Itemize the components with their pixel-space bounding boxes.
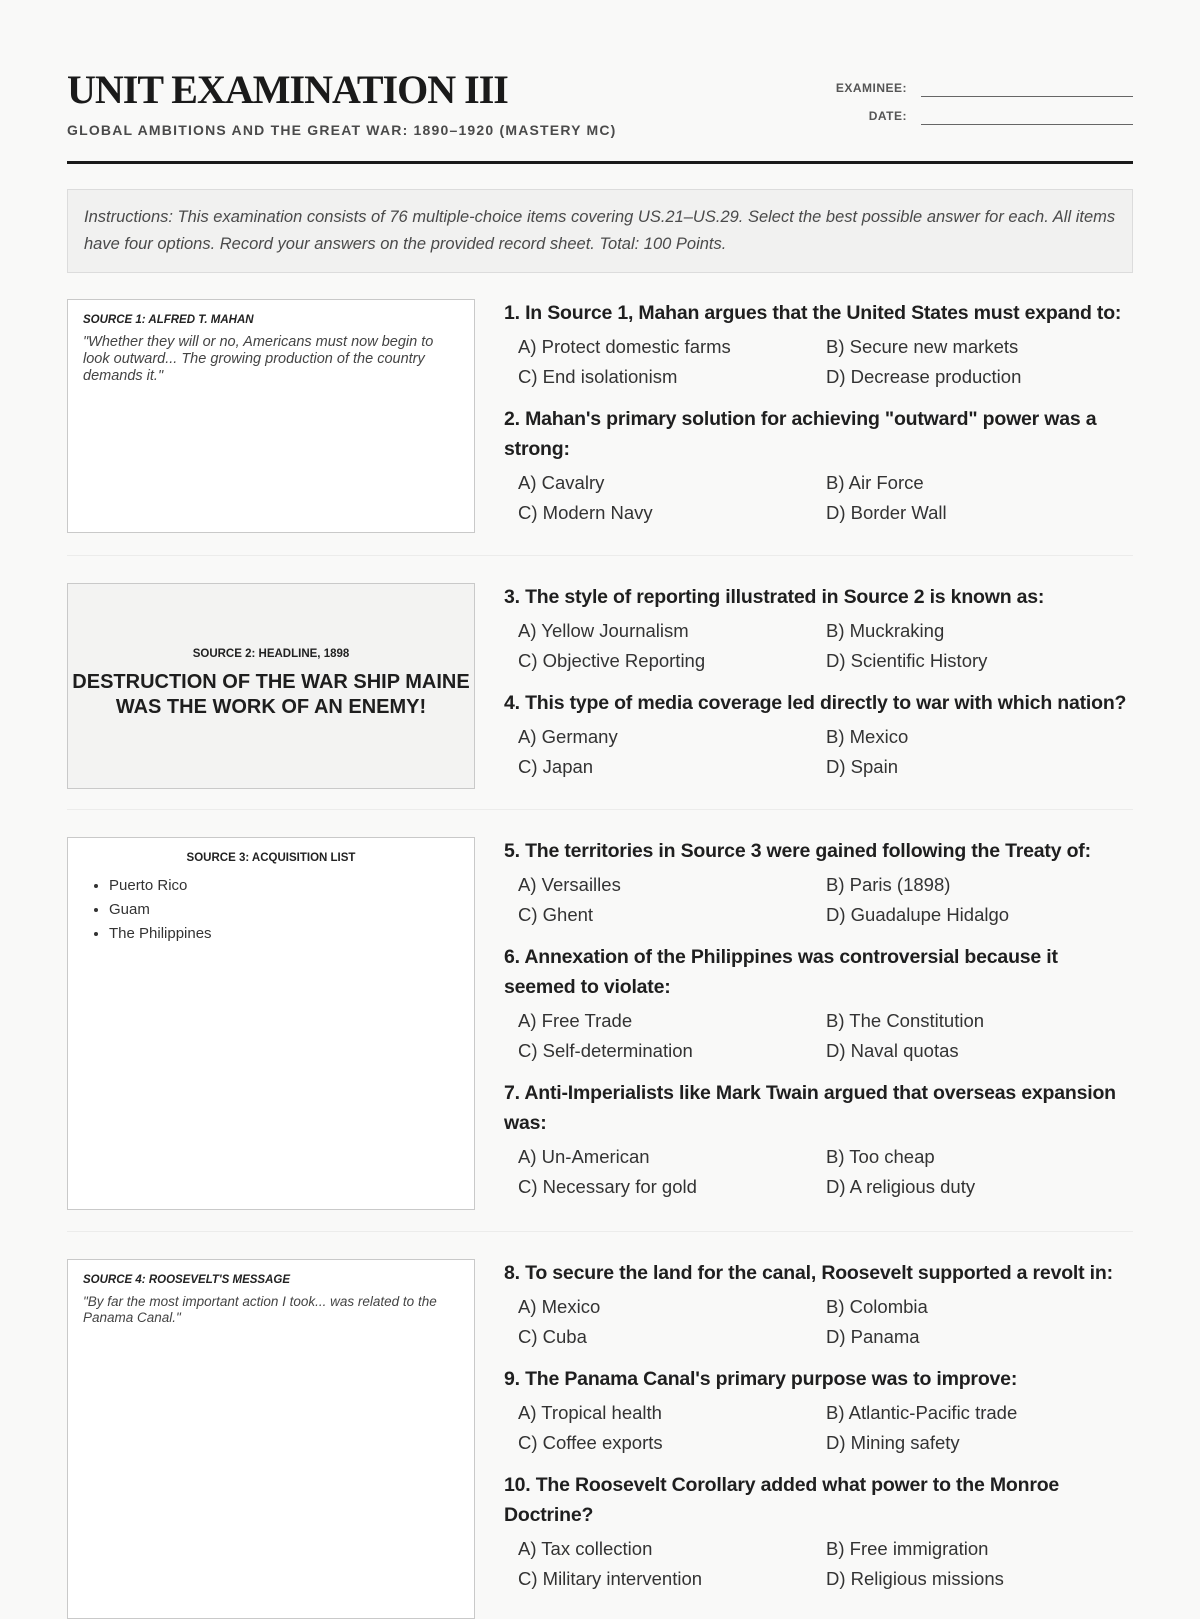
examinee-fields (823, 69, 1133, 125)
examinee-line[interactable] (921, 78, 1133, 97)
question-group-3 (504, 836, 1129, 1214)
question-9-option-c[interactable]: C) Coffee exports (518, 1432, 663, 1453)
question-6-option-d[interactable]: D) Naval quotas (826, 1040, 959, 1061)
question-8 (504, 1258, 1129, 1352)
question-4-option-a[interactable]: A) Germany (518, 726, 618, 747)
source-4-label: SOURCE 4: ROOSEVELT'S MESSAGE (83, 1274, 290, 1286)
source-3-box (67, 837, 475, 1210)
date-label: DATE: (868, 109, 907, 123)
question-3-text: 3. The style of reporting illustrated in Source 2 is known as: (504, 586, 1045, 608)
source-3-label: SOURCE 3: ACQUISITION LIST (186, 852, 356, 864)
question-8-text: 8. To secure the land for the canal, Roosevelt supported a revolt in: (504, 1262, 1113, 1284)
question-1-text: 1. In Source 1, Mahan argues that the United States must expand to: (504, 302, 1122, 324)
source-4-quote: "By far the most important action I took... was related to the Panama Canal." (83, 1294, 437, 1325)
examinee-label: EXAMINEE: (835, 81, 907, 95)
question-7-option-c[interactable]: C) Necessary for gold (518, 1176, 697, 1197)
question-6-option-c[interactable]: C) Self-determination (518, 1040, 693, 1061)
question-6 (504, 942, 1129, 1066)
page-title: UNIT EXAMINATION III (67, 67, 508, 112)
source-1-box (67, 299, 475, 533)
question-9 (504, 1364, 1129, 1458)
question-1-option-c[interactable]: C) End isolationism (518, 366, 678, 387)
question-2 (504, 404, 1129, 528)
question-1-option-a[interactable]: A) Protect domestic farms (518, 336, 731, 357)
question-10-text: 10. The Roosevelt Corollary added what power to the Monroe Doctrine? (504, 1474, 1060, 1526)
page-subtitle: GLOBAL AMBITIONS AND THE GREAT WAR: 1890–1920 (MASTERY MC) (67, 122, 617, 138)
question-8-option-d[interactable]: D) Panama (826, 1326, 920, 1347)
question-7-option-d[interactable]: D) A religious duty (826, 1176, 976, 1197)
source-3-list (83, 874, 459, 946)
question-7-text: 7. Anti-Imperialists like Mark Twain argued that overseas expansion was: (504, 1082, 1116, 1134)
question-5-text: 5. The territories in Source 3 were gained following the Treaty of: (504, 840, 1091, 862)
question-2-text: 2. Mahan's primary solution for achieving "outward" power was a strong: (504, 408, 1097, 460)
question-2-option-a[interactable]: A) Cavalry (518, 472, 605, 493)
exam-page (67, 0, 1133, 1589)
question-5-option-d[interactable]: D) Guadalupe Hidalgo (826, 904, 1010, 925)
question-4 (504, 688, 1129, 782)
question-6-option-a[interactable]: A) Free Trade (518, 1010, 633, 1031)
section-divider (67, 555, 1133, 556)
question-5-option-b[interactable]: B) Paris (1898) (826, 874, 951, 895)
date-line[interactable] (921, 106, 1133, 125)
question-5 (504, 836, 1129, 930)
question-3-option-d[interactable]: D) Scientific History (826, 650, 988, 671)
question-4-option-c[interactable]: C) Japan (518, 756, 594, 777)
question-2-option-d[interactable]: D) Border Wall (826, 502, 947, 523)
list-item: • Puerto Rico (109, 874, 459, 898)
exam-header (67, 0, 1133, 164)
question-9-option-a[interactable]: A) Tropical health (518, 1402, 662, 1423)
question-7-option-a[interactable]: A) Un-American (518, 1146, 650, 1167)
question-10-option-b[interactable]: B) Free immigration (826, 1538, 989, 1559)
section-divider (67, 1231, 1133, 1232)
question-6-text: 6. Annexation of the Philippines was controversial because it seemed to violate: (504, 946, 1058, 998)
question-4-option-d[interactable]: D) Spain (826, 756, 898, 777)
question-3 (504, 582, 1129, 676)
source-2-box (67, 583, 475, 789)
question-10 (504, 1470, 1129, 1594)
source-2-headline: DESTRUCTION OF THE WAR SHIP MAINE WAS THE WORK OF AN ENEMY! (72, 671, 470, 718)
question-10-option-c[interactable]: C) Military intervention (518, 1568, 703, 1589)
question-6-option-b[interactable]: B) The Constitution (826, 1010, 985, 1031)
source-1-quote: "Whether they will or no, Americans must now begin to look outward... The growing production of the country demands it." (83, 334, 434, 384)
question-3-option-c[interactable]: C) Objective Reporting (518, 650, 706, 671)
question-group-1 (504, 298, 1129, 540)
question-group-4 (504, 1258, 1129, 1606)
question-9-option-d[interactable]: D) Mining safety (826, 1432, 960, 1453)
section-divider (67, 809, 1133, 810)
question-10-option-a[interactable]: A) Tax collection (518, 1538, 653, 1559)
question-8-option-c[interactable]: C) Cuba (518, 1326, 587, 1347)
question-2-option-b[interactable]: B) Air Force (826, 472, 924, 493)
instructions-box: Instructions: This examination consists of 76 multiple-choice items covering US.21–US.29. Select the best possible answer for each. All items have four options. Record your answers on the provided record sheet. Total: 100 Points. (67, 189, 1133, 273)
question-4-text: 4. This type of media coverage led directly to war with which nation? (504, 692, 1127, 714)
question-group-2 (504, 582, 1129, 794)
date-row (823, 97, 1133, 125)
list-item: • Guam (109, 898, 459, 922)
question-8-option-a[interactable]: A) Mexico (518, 1296, 601, 1317)
source-4-box (67, 1259, 475, 1619)
question-3-option-a[interactable]: A) Yellow Journalism (518, 620, 689, 641)
source-2-label: SOURCE 2: HEADLINE, 1898 (192, 648, 350, 660)
source-1-label: SOURCE 1: ALFRED T. MAHAN (83, 314, 254, 326)
question-3-option-b[interactable]: B) Muckraking (826, 620, 945, 641)
question-9-text: 9. The Panama Canal's primary purpose was to improve: (504, 1368, 1018, 1390)
question-1-option-b[interactable]: B) Secure new markets (826, 336, 1019, 357)
question-2-option-c[interactable]: C) Modern Navy (518, 502, 653, 523)
examinee-row (823, 69, 1133, 97)
question-1 (504, 298, 1129, 392)
question-7-option-b[interactable]: B) Too cheap (826, 1146, 935, 1167)
question-1-option-d[interactable]: D) Decrease production (826, 366, 1022, 387)
question-5-option-a[interactable]: A) Versailles (518, 874, 621, 895)
question-10-option-d[interactable]: D) Religious missions (826, 1568, 1004, 1589)
question-7 (504, 1078, 1129, 1202)
question-4-option-b[interactable]: B) Mexico (826, 726, 909, 747)
question-9-option-b[interactable]: B) Atlantic-Pacific trade (826, 1402, 1018, 1423)
list-item: • The Philippines (109, 922, 459, 946)
question-8-option-b[interactable]: B) Colombia (826, 1296, 928, 1317)
question-5-option-c[interactable]: C) Ghent (518, 904, 594, 925)
